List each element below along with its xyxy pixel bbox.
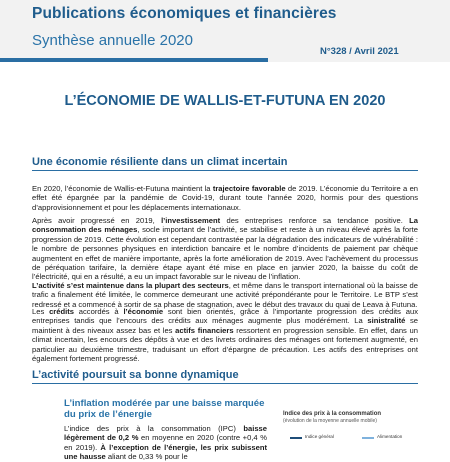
legend-swatch [290, 437, 302, 439]
publication-title: Publications économiques et financières [32, 5, 337, 22]
paragraph-investment [32, 216, 418, 282]
section-heading-activity: L’activité poursuit sa bonne dynamique [32, 369, 418, 384]
text-run: Après avoir progressé en 2019, [32, 216, 162, 225]
bold-run: sinistralité [367, 316, 406, 326]
text-run: des entreprises renforce sa tendance positive. [220, 216, 410, 225]
bold-run: trajectoire favorable [212, 184, 286, 193]
text-run: En 2020, l’économie de Wallis-et-Futuna maintient la [32, 184, 213, 193]
chart-title: Indice des prix à la consommation [283, 411, 382, 417]
chart-subtitle: (évolution de la moyenne annuelle mobile) [283, 418, 377, 424]
subheading-inflation: L’inflation modérée par une baisse marquée du prix de l’énergie [64, 398, 265, 420]
bold-run: actifs financiers [175, 325, 234, 335]
text-run: en moyenne en 2020 (contre +0,4 % en 2019). [64, 433, 267, 452]
legend-label: Alimentation [377, 434, 403, 439]
paragraph-overview [32, 184, 418, 212]
text-run: , et même dans le transport international où la baisse de trafic a finalement été limitée, le commerce demeurant une activité prépondérante pour le Territoire. Le BTP s’est redressé et a commencé à sortir de sa phase de stagnation, avec le début des travaux du quai de Leava à Futuna. [32, 281, 418, 309]
bold-run: l’économie [123, 307, 164, 316]
text-run: sont bien orientés, grâce à l’importante progression des crédits aux entreprises tandis que l’encours des crédits aux ménages augmente plus modérément. La [32, 307, 419, 326]
accent-rule [0, 58, 268, 62]
text-run: se maintient à des niveaux assez bas et les [32, 316, 418, 335]
issue-number: N°328 / Avril 2021 [320, 46, 399, 57]
text-run: accordés à [73, 307, 124, 316]
text-run: L’indice des prix à la consommation (IPC) [64, 424, 244, 433]
paragraph-activity [32, 281, 418, 309]
text-run: , socle important de l’activité, se stabilise et reste à un niveau élevé après la forte progression de 2019. Cette évolution est cependant contrastée par la dégradation des indicateurs de vulnérabilité : le nombre de personnes physiques en interdiction bancaire et le nombre d’incidents de paiement par chèque augmentent en effet de manière importante, après la forte amélioration de 2019. Avec l’achèvement du processus de péréquation tarifaire, la dernière étape ayant été mise en place en janvier 2020, la baisse du coût de l’électricité, qui en a résulté, a eu un impact favorable sur le niveau de l’inflation. [32, 225, 418, 282]
section-heading-resilience: Une économie résiliente dans un climat incertain [32, 156, 418, 171]
chart-legend [290, 434, 440, 444]
bold-run: L’activité s’est maintenue dans la plupart des secteurs [32, 281, 229, 290]
bold-run: baisse légèrement de 0,2 % [64, 424, 267, 443]
text-run: de 2019. L’économie du Territoire a en effet été épargnée par la pandémie de Covid-19, durant toute l’année 2020, hormis pour des questions d’approvisionnement et pour les déplacements internationaux. [32, 184, 419, 212]
document-title: L’ÉCONOMIE DE WALLIS-ET-FUTUNA EN 2020 [64, 93, 386, 109]
text-run: ressortent en progression sensible. En effet, dans un climat incertain, les encours des dépôts à vue et des livrets ordinaires des ménages ont fortement augmenté, en particulier au deuxième trimestre, traduisant un effort d’épargne de précaution. Les actifs des entreprises ont également fortement progressé. [32, 325, 418, 364]
text-run: Les [32, 307, 50, 316]
paragraph-inflation [64, 424, 267, 462]
legend-label: Indice général [305, 434, 334, 439]
bold-run: La consommation des ménages [32, 216, 418, 235]
paragraph-credits [32, 307, 418, 363]
bold-run: l’investissement [161, 216, 221, 225]
series-title: Synthèse annuelle 2020 [32, 32, 193, 49]
bold-run: À l’exception de l’énergie, les prix subissent une hausse [64, 442, 267, 462]
text-run: aliant de 0,33 % pour le [105, 452, 188, 462]
legend-swatch [362, 437, 374, 439]
bold-run: crédits [49, 307, 74, 316]
